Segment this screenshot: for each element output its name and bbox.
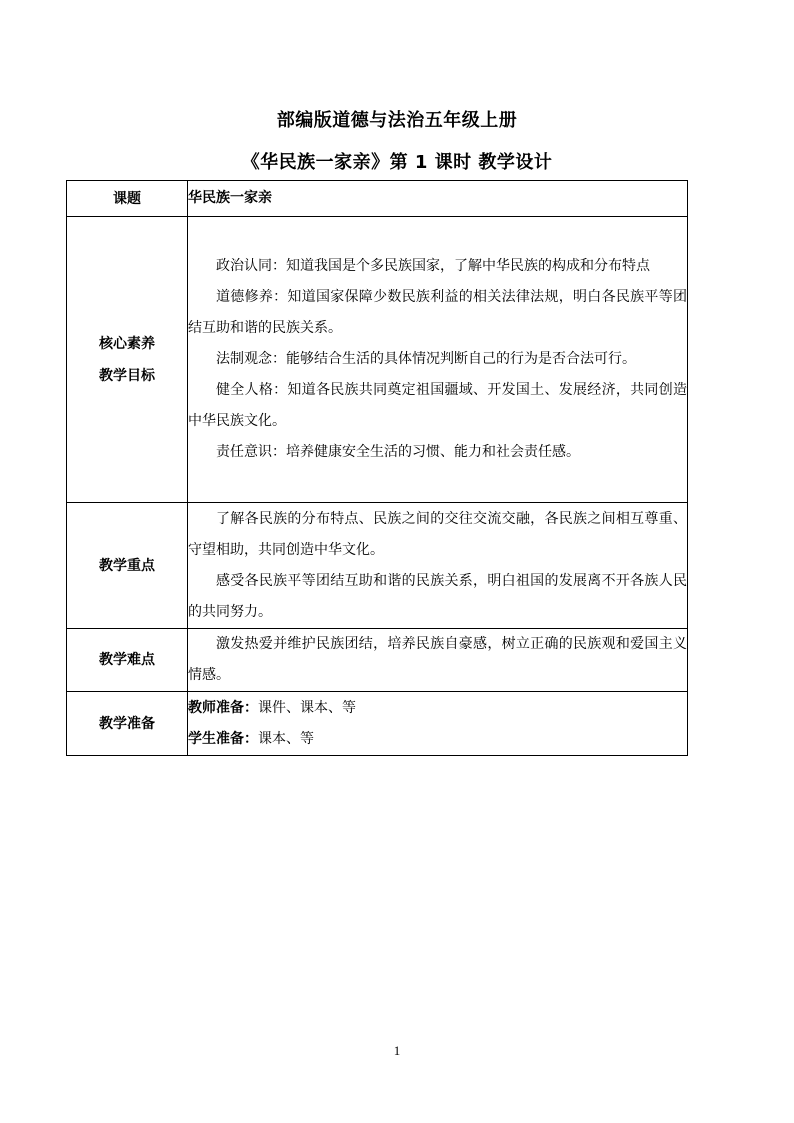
- goal-paragraph: 政治认同：知道我国是个多民族国家，了解中华民族的构成和分布特点: [216, 258, 650, 274]
- student-preparation: [188, 724, 687, 755]
- difficulty-paragraph: 激发热爱并维护民族团结，培养民族自豪感，树立正确的民族观和爱国主义情感。: [188, 636, 687, 683]
- student-preparation-label: 学生准备：: [188, 730, 258, 747]
- goal-paragraph: 责任意识：培养健康安全生活的习惯、能力和社会责任感。: [216, 444, 580, 460]
- goal-paragraph: 健全人格：知道各民族共同奠定祖国疆域、开发国土、发展经济，共同创造中华民族文化。: [188, 382, 687, 429]
- teacher-preparation-value: 课件、课本、等: [258, 699, 356, 716]
- document-title: 部编版道德与法治五年级上册: [276, 110, 518, 131]
- table-row-key-points: [67, 503, 688, 629]
- difficulties-content: [188, 629, 688, 692]
- table-row-preparation: [67, 692, 688, 756]
- key-point-paragraph: 感受各民族平等团结互助和谐的民族关系，明白祖国的发展离不开各族人民的共同努力。: [188, 572, 687, 620]
- table-row-difficulties: [67, 629, 688, 692]
- topic-label: 课题: [67, 181, 188, 217]
- document-subtitle: 《华民族一家亲》第 1 课时 教学设计: [241, 152, 553, 173]
- key-points-content: [188, 503, 688, 629]
- table-row-topic: [67, 181, 688, 217]
- goals-content: [188, 217, 688, 503]
- goals-label-line2: 教学目标: [99, 367, 155, 384]
- goals-label: [67, 217, 188, 503]
- goals-label-line1: 核心素养: [99, 335, 155, 352]
- key-point-paragraph: 了解各民族的分布特点、民族之间的交往交流交融，各民族之间相互尊重、守望相助，共同创造中华文化。: [188, 510, 687, 558]
- lesson-plan-table: [66, 180, 688, 756]
- preparation-label: 教学准备: [67, 692, 188, 756]
- difficulties-label: 教学难点: [67, 629, 188, 692]
- table-row-goals: [67, 217, 688, 503]
- goal-paragraph: 道德修养：知道国家保障少数民族利益的相关法律法规，明白各民族平等团结互助和谐的民族关系。: [188, 289, 687, 336]
- goal-paragraph: 法制观念：能够结合生活的具体情况判断自己的行为是否合法可行。: [216, 351, 636, 367]
- topic-value: 华民族一家亲: [188, 181, 688, 217]
- preparation-content: [188, 692, 688, 756]
- student-preparation-value: 课本、等: [258, 730, 314, 747]
- teacher-preparation-label: 教师准备：: [188, 699, 258, 716]
- page-number: 1: [393, 1043, 401, 1058]
- key-points-label: 教学重点: [67, 503, 188, 629]
- teacher-preparation: [188, 693, 687, 724]
